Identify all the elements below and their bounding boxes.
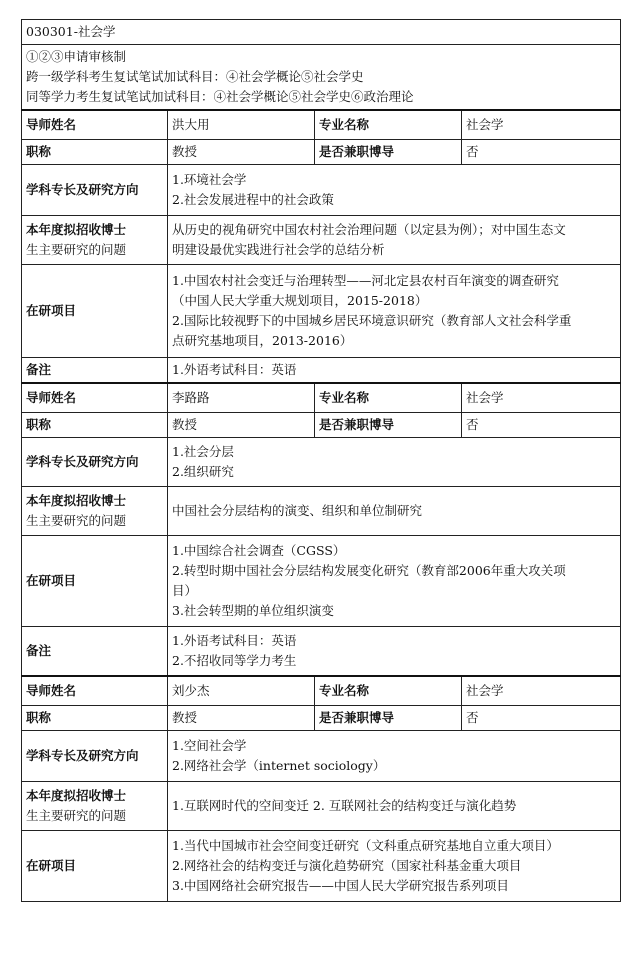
major-label: 专业名称: [315, 383, 462, 413]
plan-label-line: 生主要研究的问题: [26, 808, 127, 823]
project-line: 2.转型时期中国社会分层结构发展变化研究（教育部2006年重大攻关项: [172, 563, 566, 578]
projects-label: 在研项目: [22, 265, 168, 358]
plan-row: [22, 782, 621, 831]
advisor-name-label: 导师姓名: [22, 110, 168, 140]
remarks-value: [168, 627, 621, 677]
title-value: 教授: [168, 140, 315, 165]
project-line: 1.当代中国城市社会空间变迁研究（文科重点研究基地自立重大项目）: [172, 838, 559, 853]
title-label: 职称: [22, 706, 168, 731]
specialty-value: [168, 438, 621, 487]
title-row: [22, 140, 621, 165]
concurrent-label: 是否兼职博导: [315, 706, 462, 731]
specialty-line: 2.网络社会学（internet sociology）: [172, 758, 386, 773]
advisor-name-value: 洪大用: [168, 110, 315, 140]
plan-label: [22, 782, 168, 831]
title-value: 教授: [168, 706, 315, 731]
projects-value: [168, 831, 621, 902]
plan-label-line: 本年度拟招收博士: [26, 788, 127, 803]
project-line: 1.中国农村社会变迁与治理转型——河北定县农村百年演变的调查研究: [172, 273, 559, 288]
plan-line: 1.互联网时代的空间变迁 2. 互联网社会的结构变迁与演化趋势: [172, 798, 517, 813]
advisor-name-value: 李路路: [168, 383, 315, 413]
remark-line: 2.不招收同等学力考生: [172, 653, 297, 668]
specialty-row: [22, 731, 621, 782]
plan-label: [22, 216, 168, 265]
advisor-name-label: 导师姓名: [22, 383, 168, 413]
project-line: 点研究基地项目，2013-2016）: [172, 333, 353, 348]
remarks-row: [22, 358, 621, 384]
remark-line: 1.外语考试科目：英语: [172, 633, 297, 648]
remark-line: 1.外语考试科目：英语: [172, 362, 297, 377]
plan-row: [22, 216, 621, 265]
advisor-name-label: 导师姓名: [22, 676, 168, 706]
plan-value: [168, 487, 621, 536]
concurrent-value: 否: [462, 413, 621, 438]
title-row: [22, 413, 621, 438]
specialty-line: 1.空间社会学: [172, 738, 247, 753]
title-row: [22, 706, 621, 731]
program-code-row: [22, 20, 621, 45]
plan-label-line: 本年度拟招收博士: [26, 222, 127, 237]
projects-value: [168, 265, 621, 358]
specialty-label: 学科专长及研究方向: [22, 438, 168, 487]
specialty-line: 2.组织研究: [172, 464, 234, 479]
major-value: 社会学: [462, 383, 621, 413]
concurrent-value: 否: [462, 706, 621, 731]
project-line: （中国人民大学重大规划项目，2015-2018）: [172, 293, 428, 308]
title-label: 职称: [22, 413, 168, 438]
projects-value: [168, 536, 621, 627]
note-line: 跨一级学科考生复试笔试加试科目：④社会学概论⑤社会学史: [26, 69, 364, 84]
project-line: 2.国际比较视野下的中国城乡居民环境意识研究（教育部人文社会科学重: [172, 313, 572, 328]
projects-row: [22, 265, 621, 358]
advisor-name-row: [22, 676, 621, 706]
specialty-line: 1.社会分层: [172, 444, 234, 459]
specialty-line: 1.环境社会学: [172, 172, 247, 187]
project-line: 1.中国综合社会调查（CGSS）: [172, 543, 346, 558]
remarks-row: [22, 627, 621, 677]
admission-notes: [22, 45, 621, 111]
specialty-row: [22, 165, 621, 216]
plan-value: [168, 782, 621, 831]
advisor-table: [21, 19, 621, 902]
title-value: 教授: [168, 413, 315, 438]
plan-line: 明建设最优实践进行社会学的总结分析: [172, 242, 385, 257]
admission-notes-row: [22, 45, 621, 111]
advisor-name-row: [22, 383, 621, 413]
specialty-line: 2.社会发展进程中的社会政策: [172, 192, 334, 207]
projects-label: 在研项目: [22, 536, 168, 627]
concurrent-label: 是否兼职博导: [315, 140, 462, 165]
plan-label-line: 生主要研究的问题: [26, 242, 127, 257]
remarks-label: 备注: [22, 358, 168, 384]
project-line: 目）: [172, 583, 198, 598]
plan-label: [22, 487, 168, 536]
projects-row: [22, 831, 621, 902]
note-line: ①②③申请审核制: [26, 49, 127, 64]
major-label: 专业名称: [315, 676, 462, 706]
admission-document: [21, 19, 620, 902]
plan-value: [168, 216, 621, 265]
specialty-row: [22, 438, 621, 487]
specialty-label: 学科专长及研究方向: [22, 165, 168, 216]
major-value: 社会学: [462, 110, 621, 140]
advisor-name-row: [22, 110, 621, 140]
note-line: 同等学力考生复试笔试加试科目：④社会学概论⑤社会学史⑥政治理论: [26, 89, 414, 104]
remarks-value: [168, 358, 621, 384]
program-code: 030301-社会学: [22, 20, 621, 45]
remarks-label: 备注: [22, 627, 168, 677]
project-line: 3.社会转型期的单位组织演变: [172, 603, 334, 618]
title-label: 职称: [22, 140, 168, 165]
major-label: 专业名称: [315, 110, 462, 140]
projects-row: [22, 536, 621, 627]
plan-label-line: 生主要研究的问题: [26, 513, 127, 528]
concurrent-value: 否: [462, 140, 621, 165]
advisor-name-value: 刘少杰: [168, 676, 315, 706]
concurrent-label: 是否兼职博导: [315, 413, 462, 438]
specialty-label: 学科专长及研究方向: [22, 731, 168, 782]
specialty-value: [168, 165, 621, 216]
plan-row: [22, 487, 621, 536]
project-line: 2.网络社会的结构变迁与演化趋势研究（国家社科基金重大项目: [172, 858, 522, 873]
project-line: 3.中国网络社会研究报告——中国人民大学研究报告系列项目: [172, 878, 509, 893]
major-value: 社会学: [462, 676, 621, 706]
plan-line: 从历史的视角研究中国农村社会治理问题（以定县为例）；对中国生态文: [172, 222, 566, 237]
projects-label: 在研项目: [22, 831, 168, 902]
specialty-value: [168, 731, 621, 782]
plan-line: 中国社会分层结构的演变、组织和单位制研究: [172, 503, 423, 518]
plan-label-line: 本年度拟招收博士: [26, 493, 127, 508]
